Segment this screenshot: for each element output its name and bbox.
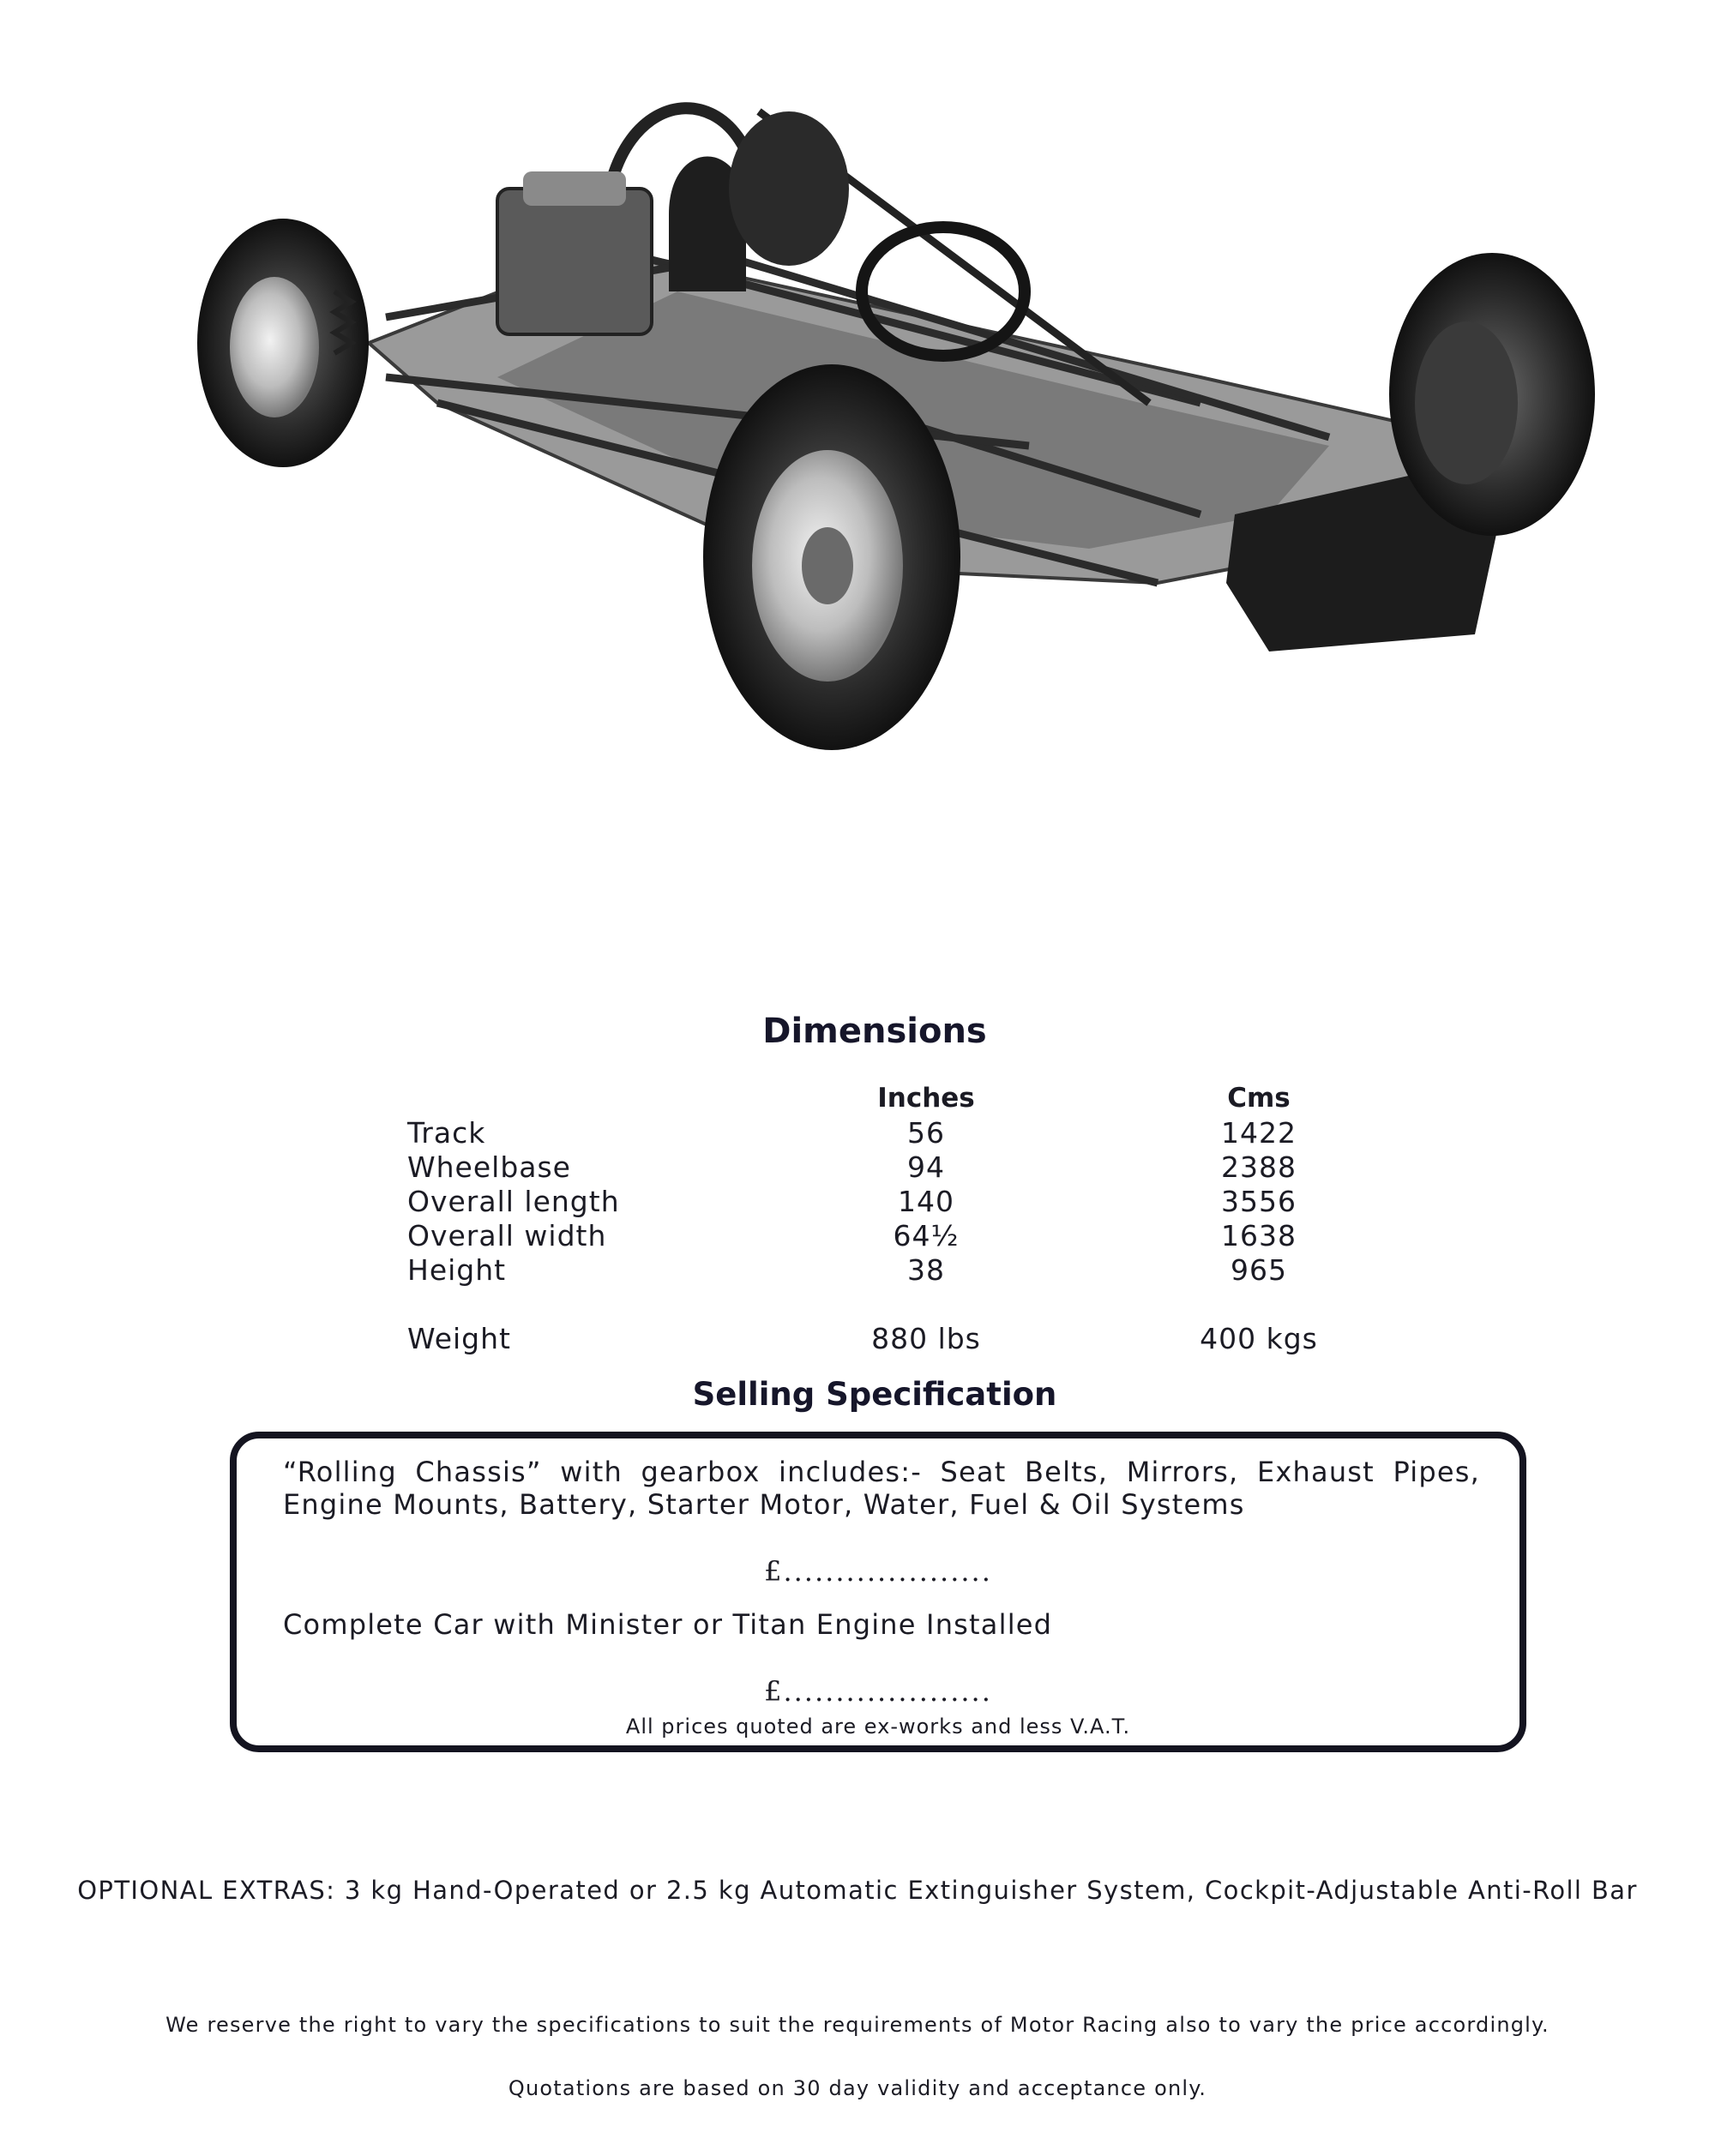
optional-extras: OPTIONAL EXTRAS: 3 kg Hand-Operated or 2.5 kg Automatic Extinguisher System, Cockpit-Adjustable Anti-Roll Bar xyxy=(77,1876,1638,1905)
row-inches: 140 xyxy=(898,1185,954,1218)
dimension-row-wheelbase xyxy=(0,1150,1715,1185)
row-label: Height xyxy=(407,1253,507,1287)
row-inches: 94 xyxy=(907,1150,945,1184)
dimensions-title: Dimensions xyxy=(762,1012,987,1051)
column-header-cms: Cms xyxy=(1227,1083,1291,1114)
complete-car-price: £.................... xyxy=(764,1675,992,1708)
row-inches: 38 xyxy=(907,1253,945,1287)
prices-note: All prices quoted are ex-works and less V.A.T. xyxy=(625,1715,1131,1739)
row-cms: 965 xyxy=(1231,1253,1287,1287)
row-cms: 1422 xyxy=(1221,1116,1297,1150)
rolling-chassis-text: “Rolling Chassis” with gearbox includes:- Seat Belts, Mirrors, Exhaust Pipes, Engine Mounts, Battery, Starter Motor, Water, Fuel & Oil Systems xyxy=(283,1456,1480,1521)
row-label: Wheelbase xyxy=(407,1150,571,1184)
row-label: Overall width xyxy=(407,1219,607,1252)
complete-car-text: Complete Car with Minister or Titan Engine Installed xyxy=(283,1608,1053,1641)
rolling-chassis-price: £.................... xyxy=(764,1555,992,1588)
rear-right-wheel xyxy=(729,111,849,266)
dimension-row-weight xyxy=(0,1322,1715,1356)
row-cms: 3556 xyxy=(1221,1185,1297,1218)
row-inches: 64½ xyxy=(893,1219,960,1252)
dimension-row-overall-width xyxy=(0,1219,1715,1253)
front-left-wheel xyxy=(703,364,960,750)
row-cms: 400 kgs xyxy=(1200,1322,1318,1355)
row-cms: 1638 xyxy=(1221,1219,1297,1252)
row-label: Track xyxy=(407,1116,486,1150)
front-right-wheel xyxy=(1389,253,1595,536)
dimension-row-track xyxy=(0,1116,1715,1150)
dimension-row-overall-length xyxy=(0,1185,1715,1219)
column-header-inches: Inches xyxy=(877,1083,975,1114)
row-cms: 2388 xyxy=(1221,1150,1297,1184)
row-label: Overall length xyxy=(407,1185,620,1218)
row-inches: 56 xyxy=(907,1116,945,1150)
footer-quotation-note: Quotations are based on 30 day validity and acceptance only. xyxy=(508,2076,1207,2100)
engine-block xyxy=(497,189,652,334)
row-inches: 880 lbs xyxy=(871,1322,981,1355)
dimension-row-height xyxy=(0,1253,1715,1288)
footer-disclaimer: We reserve the right to vary the specifications to suit the requirements of Motor Racing also to vary the price accordingly. xyxy=(165,2013,1550,2037)
selling-specification-box xyxy=(230,1432,1526,1752)
race-car-chassis-photo xyxy=(129,34,1638,780)
rear-left-wheel xyxy=(197,219,369,467)
selling-specification-title: Selling Specification xyxy=(692,1376,1057,1413)
row-label: Weight xyxy=(407,1322,511,1355)
